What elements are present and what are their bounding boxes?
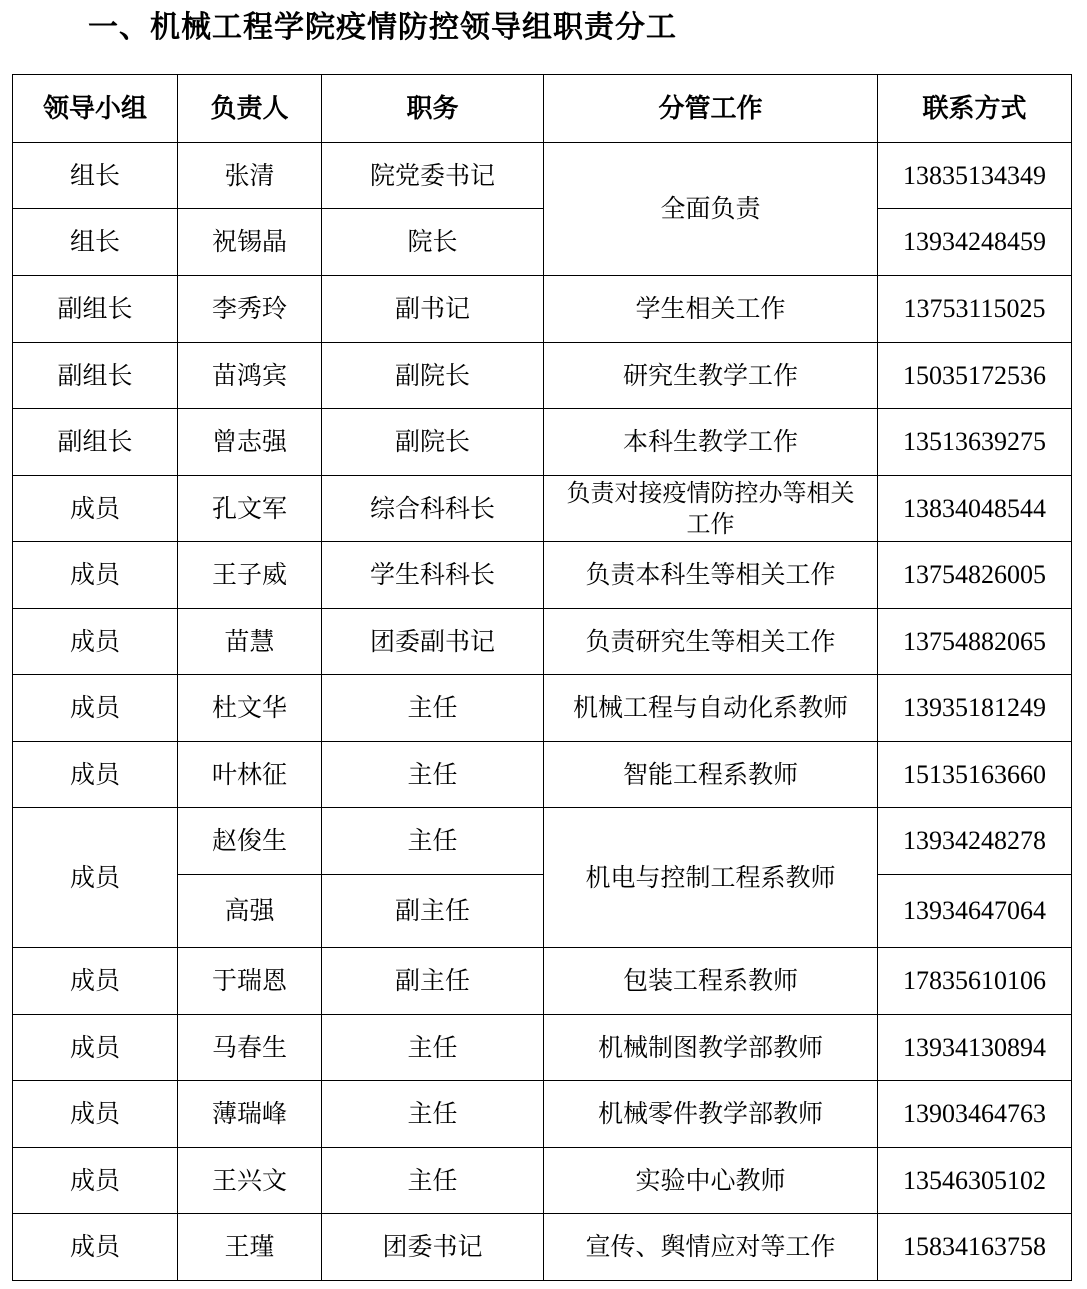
group-cell: 成员 [13,675,178,742]
position-cell: 副主任 [322,875,544,948]
responsibility-table [12,74,1072,1281]
position-cell: 副院长 [322,343,544,409]
table-row [13,1148,1072,1214]
table-row [13,1081,1072,1148]
duty-cell: 本科生教学工作 [544,409,878,476]
group-cell: 组长 [13,209,178,276]
group-cell: 组长 [13,143,178,209]
group-cell: 成员 [13,1015,178,1081]
phone-cell: 15834163758 [878,1214,1072,1281]
phone-cell: 13546305102 [878,1148,1072,1214]
phone-cell: 15035172536 [878,343,1072,409]
table-row [13,808,1072,875]
table-row [13,742,1072,808]
group-cell: 成员 [13,1148,178,1214]
person-cell: 马春生 [178,1015,322,1081]
header-contact: 联系方式 [878,75,1072,143]
group-cell: 成员 [13,476,178,542]
page-title: 一、机械工程学院疫情防控领导组职责分工 [88,10,677,45]
position-cell: 团委副书记 [322,609,544,675]
phone-cell: 13903464763 [878,1081,1072,1148]
duty-cell: 实验中心教师 [544,1148,878,1214]
person-cell: 薄瑞峰 [178,1081,322,1148]
position-cell: 主任 [322,675,544,742]
table-row [13,609,1072,675]
table-row [13,948,1072,1015]
phone-cell: 13935181249 [878,675,1072,742]
person-cell: 赵俊生 [178,808,322,875]
person-cell: 苗慧 [178,609,322,675]
person-cell: 苗鸿宾 [178,343,322,409]
duty-cell: 机械零件教学部教师 [544,1081,878,1148]
position-cell: 主任 [322,742,544,808]
group-cell: 副组长 [13,343,178,409]
position-cell: 团委书记 [322,1214,544,1281]
position-cell: 综合科科长 [322,476,544,542]
duty-cell: 全面负责 [544,143,878,276]
duty-cell: 机械制图教学部教师 [544,1015,878,1081]
position-cell: 副书记 [322,276,544,343]
phone-cell: 13753115025 [878,276,1072,343]
person-cell: 孔文军 [178,476,322,542]
position-cell: 主任 [322,1081,544,1148]
person-cell: 高强 [178,875,322,948]
table-row [13,542,1072,609]
person-cell: 王兴文 [178,1148,322,1214]
header-position: 职务 [322,75,544,143]
duty-cell: 宣传、舆情应对等工作 [544,1214,878,1281]
phone-cell: 15135163660 [878,742,1072,808]
position-cell: 学生科科长 [322,542,544,609]
phone-cell: 13934248459 [878,209,1072,276]
table-row [13,1015,1072,1081]
table-row [13,675,1072,742]
phone-cell: 13754882065 [878,609,1072,675]
person-cell: 李秀玲 [178,276,322,343]
position-cell: 院长 [322,209,544,276]
phone-cell: 13834048544 [878,476,1072,542]
duty-cell: 包装工程系教师 [544,948,878,1015]
phone-cell: 13934248278 [878,808,1072,875]
position-cell: 主任 [322,1015,544,1081]
table-row [13,343,1072,409]
group-cell: 成员 [13,808,178,948]
person-cell: 于瑞恩 [178,948,322,1015]
position-cell: 副院长 [322,409,544,476]
person-cell: 祝锡晶 [178,209,322,276]
position-cell: 副主任 [322,948,544,1015]
header-person: 负责人 [178,75,322,143]
person-cell: 张清 [178,143,322,209]
duty-cell: 机电与控制工程系教师 [544,808,878,948]
table-row [13,476,1072,542]
phone-cell: 13934130894 [878,1015,1072,1081]
group-cell: 成员 [13,742,178,808]
group-cell: 成员 [13,609,178,675]
duty-cell: 负责本科生等相关工作 [544,542,878,609]
table-header-row [13,75,1072,143]
position-cell: 院党委书记 [322,143,544,209]
person-cell: 叶林征 [178,742,322,808]
position-cell: 主任 [322,808,544,875]
table-row [13,409,1072,476]
phone-cell: 13835134349 [878,143,1072,209]
table-row [13,143,1072,209]
phone-cell: 13513639275 [878,409,1072,476]
person-cell: 王瑾 [178,1214,322,1281]
table-row [13,276,1072,343]
duty-cell: 机械工程与自动化系教师 [544,675,878,742]
header-group: 领导小组 [13,75,178,143]
group-cell: 副组长 [13,276,178,343]
person-cell: 王子威 [178,542,322,609]
duty-cell: 智能工程系教师 [544,742,878,808]
header-duty: 分管工作 [544,75,878,143]
person-cell: 曾志强 [178,409,322,476]
group-cell: 成员 [13,1081,178,1148]
phone-cell: 13754826005 [878,542,1072,609]
phone-cell: 17835610106 [878,948,1072,1015]
group-cell: 成员 [13,1214,178,1281]
group-cell: 成员 [13,542,178,609]
group-cell: 成员 [13,948,178,1015]
group-cell: 副组长 [13,409,178,476]
duty-cell: 负责对接疫情防控办等相关工作 [544,476,878,542]
duty-cell: 学生相关工作 [544,276,878,343]
duty-cell: 研究生教学工作 [544,343,878,409]
duty-cell: 负责研究生等相关工作 [544,609,878,675]
table-row [13,209,1072,276]
phone-cell: 13934647064 [878,875,1072,948]
table-row [13,1214,1072,1281]
position-cell: 主任 [322,1148,544,1214]
person-cell: 杜文华 [178,675,322,742]
